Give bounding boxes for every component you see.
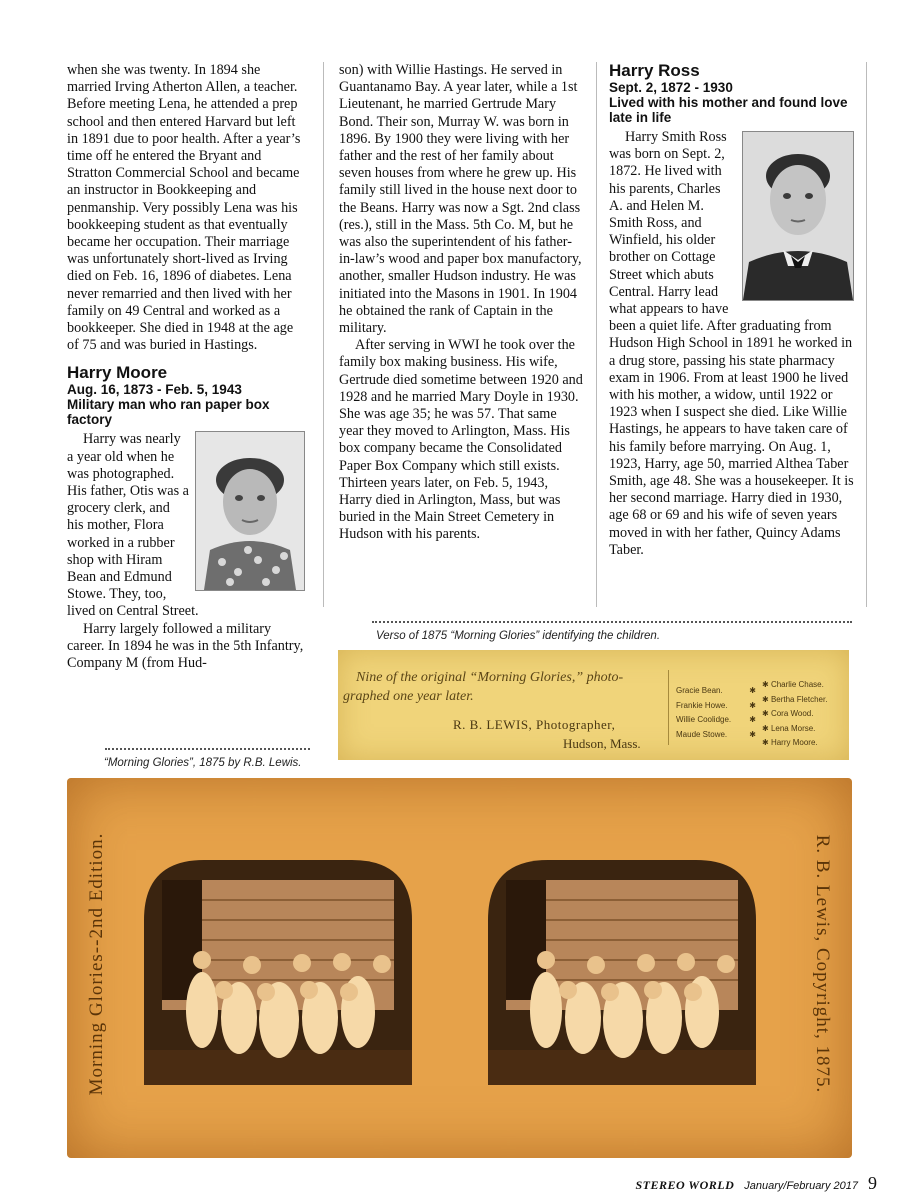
harry-moore-portrait bbox=[195, 431, 305, 591]
column-rule-2 bbox=[596, 62, 597, 607]
star-icon: ✱ bbox=[749, 700, 756, 710]
stereo-right-copyright-text: R. B. Lewis, Copyright, 1875. bbox=[812, 834, 833, 1094]
stereo-photo-right bbox=[488, 860, 756, 1085]
verso-dotted-rule bbox=[372, 621, 852, 623]
child-name: Frankie Howe. bbox=[676, 700, 728, 710]
page-number: 9 bbox=[868, 1173, 877, 1193]
column-rule-3 bbox=[866, 62, 867, 607]
child-name: Harry Moore. bbox=[770, 738, 818, 748]
stereo-caption: “Morning Glories”, 1875 by R.B. Lewis. bbox=[104, 757, 302, 769]
child-name: Charlie Chase. bbox=[770, 680, 824, 689]
stereo-photo-left bbox=[144, 860, 412, 1085]
column-3 bbox=[609, 62, 854, 559]
harry-moore-dates: Aug. 16, 1873 - Feb. 5, 1943 bbox=[67, 382, 242, 398]
harry-moore-p3: son) with Willie Hastings. He served in Guantanamo Bay. A year later, while a 1st Lieutenant, he married Gertrude Mary Bond. Their son, Murray W. was born in 1896. By 1900 they were living with her father and the rest of her family about seven houses from where he grew up. His family still lived in the house next door to the Beans. Harry was now a Sgt. 2nd class (res.), still in the Mass. 5th Co. M, but he was also the superintendent of his father-in-law’s wood and paper box manufactory, another, smaller Hudson industry. He was initiated into the Masons in 1901. In 1904 he obtained the rank of Captain in the military. bbox=[339, 62, 582, 337]
stereoview-card bbox=[67, 778, 852, 1158]
harry-ross-portrait bbox=[742, 131, 854, 301]
magazine-name: STEREO WORLD bbox=[635, 1178, 735, 1192]
child-name: Gracie Bean. bbox=[676, 686, 723, 695]
child-name: Willie Coolidge. bbox=[676, 715, 732, 725]
page-footer bbox=[635, 1173, 877, 1194]
star-icon: ✱ bbox=[749, 686, 756, 695]
star-icon: ✱ bbox=[762, 738, 769, 748]
heading-harry-moore: Harry Moore bbox=[67, 363, 168, 383]
column-2 bbox=[339, 62, 584, 544]
star-icon: ✱ bbox=[762, 694, 769, 704]
column-rule-1 bbox=[323, 62, 324, 607]
harry-moore-p1: Harry was nearly a year old when he was photographed. His father, Otis was a grocery clerk, and his mother, Flora worked in a rubber shop with Hiram Bean and Edmund Stowe. They, too, lived on Central Street. bbox=[67, 431, 199, 620]
verso-card bbox=[338, 650, 849, 760]
verso-line-1: Nine of the original “Morning Glories,” photo- bbox=[356, 670, 624, 685]
harry-moore-tagline: Military man who ran paper box factory bbox=[67, 397, 270, 428]
lena-text-end: when she was twenty. In 1894 she married Irving Atherton Allen, a teacher. Before meeting Lena, he attended a prep school and then entered Harvard but left in 1891 due to poor health. After a year’s time off he entered the Bryant and Stratton Commercial School and became an instructor in Bookkeeping and penmanship. Very possibly Lena was his bookkeeping student as that eventually became her occupation. Their marriage was unfortunately short-lived as Irving died on Feb. 16, 1896 of diabetes. Lena never remarried and then lived with her family on 49 Central and worked as a bookkeeper. She died in 1948 at the age of 75 and was buried in Hastings. bbox=[67, 62, 301, 354]
stereo-left-edition-text: Morning Glories--2nd Edition. bbox=[86, 832, 107, 1096]
child-name: Maude Stowe. bbox=[676, 729, 728, 739]
child-name: Lena Morse. bbox=[770, 723, 816, 733]
harry-moore-p2: Harry largely followed a military career. In 1894 he was in the 5th Infantry, Company M (from Hud- bbox=[67, 620, 304, 672]
verso-caption: Verso of 1875 “Morning Glories” identifying the children. bbox=[376, 630, 661, 642]
harry-moore-p4: After serving in WWI he took over the family box making business. His wife, Gertrude died sometime between 1920 and 1928 and he married Mary Doyle in 1930. She was age 35; he was 57. That same year they moved to Arlington, Mass. His box company became the Consolidated Paper Box Company which still exists. Thirteen years later, on Feb. 5, 1943, Harry died in Arlington, Mass, but was buried in the Main Street Cemetery in Hudson with his parents. bbox=[339, 337, 583, 543]
harry-ross-p1: Harry Smith Ross was born on Sept. 2, 1872. He lived with his parents, Charles A. and Helen M. Smith Ross, and Winfield, his older brother on Cottage Street which abuts Central. Harry lead what appears to have been a quiet life. After graduating from Hudson High School in 1891 he worked in a drug store, passing his state pharmacy exam in 1906. From at least 1900 he lived with his mother, a widow, until 1922 or 1923 when I suspect she died. Like Willie Hastings, he appears to have taken care of his family before marrying. On Aug. 1, 1923, Harry, age 50, married Althea Taber Smith, age 48. She was a housekeeper. It is her second marriage. Harry died in 1930, age 68 or 69 and his wife of seven years moved in with her father, Quincy Adams Taber. bbox=[609, 129, 854, 558]
star-icon: ✱ bbox=[762, 723, 769, 733]
harry-ross-tagline: Lived with his mother and found love late in life bbox=[609, 95, 848, 125]
issue-date: January/February 2017 bbox=[744, 1180, 858, 1192]
star-icon: ✱ bbox=[749, 715, 756, 725]
child-name: Cora Wood. bbox=[770, 709, 814, 719]
stereo-dotted-rule bbox=[105, 748, 310, 750]
heading-harry-ross: Harry Ross bbox=[609, 61, 700, 80]
verso-line-2: graphed one year later. bbox=[343, 689, 474, 704]
child-name: Bertha Fletcher. bbox=[770, 694, 828, 704]
star-icon: ✱ bbox=[749, 729, 756, 739]
verso-names-left bbox=[676, 684, 756, 742]
star-icon: ✱ bbox=[762, 709, 769, 719]
verso-divider bbox=[668, 670, 669, 745]
verso-location: Hudson, Mass. bbox=[563, 736, 641, 751]
harry-ross-dates: Sept. 2, 1872 - 1930 bbox=[609, 80, 733, 95]
verso-names-right bbox=[762, 678, 844, 751]
column-1 bbox=[67, 62, 305, 672]
verso-photographer: R. B. LEWIS, Photographer, bbox=[453, 717, 616, 732]
star-icon: ✱ bbox=[762, 680, 769, 689]
